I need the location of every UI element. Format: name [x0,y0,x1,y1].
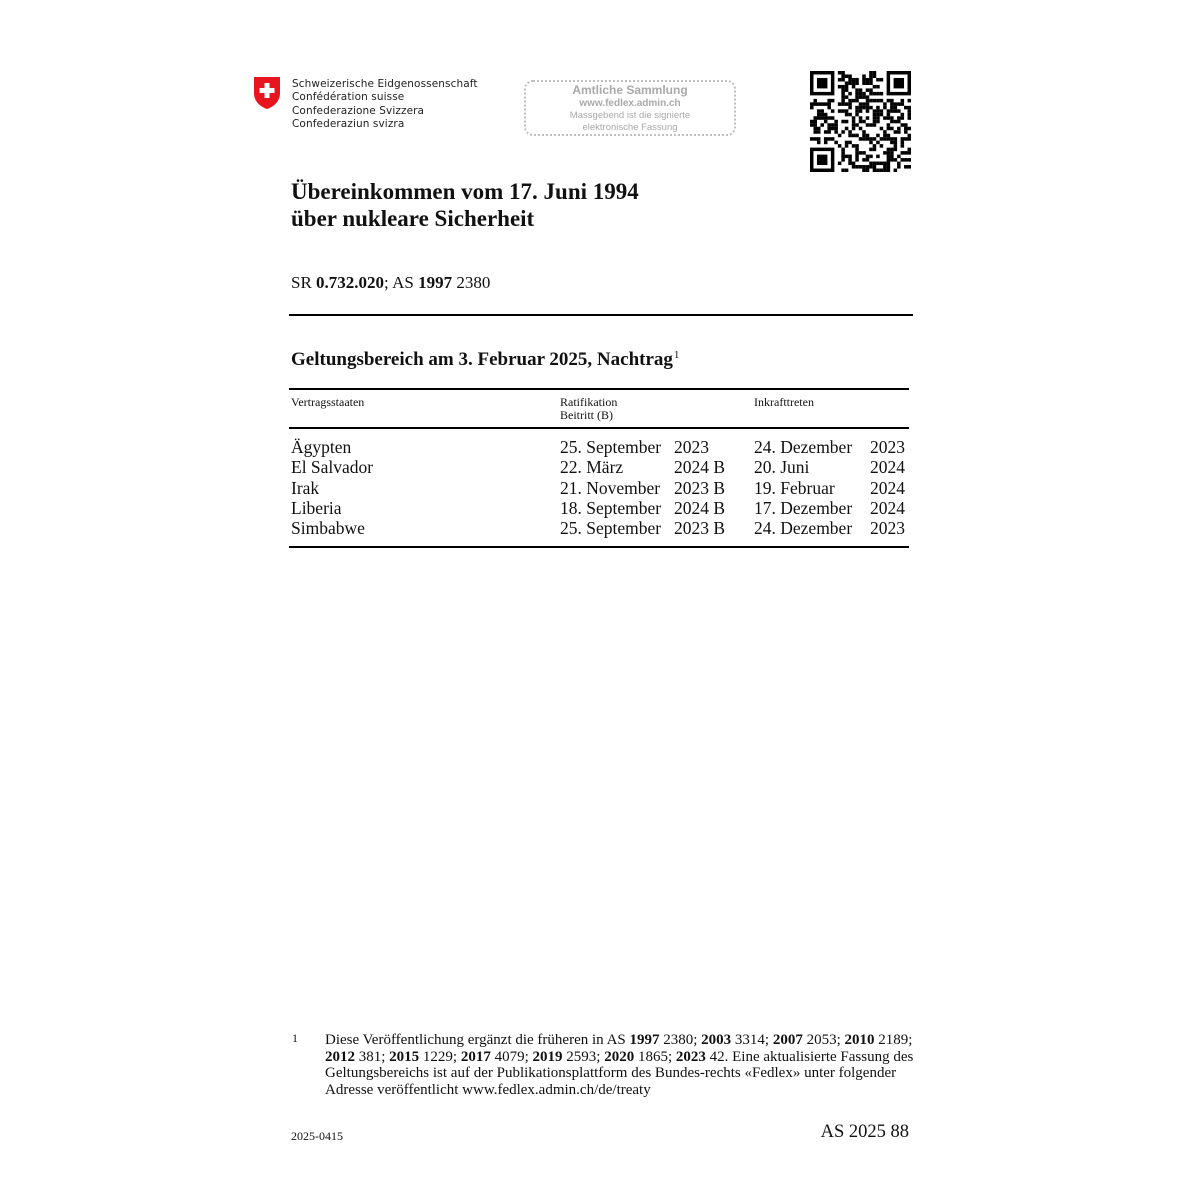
entry-date-cell: 17. Dezember [754,497,853,518]
header-ratification-line1: Ratifikation [560,395,618,409]
entry-date-cell: 19. Februar [754,477,835,498]
footnote-reference[interactable]: 1 [673,349,680,361]
qr-code-icon [810,71,911,172]
stamp-note-line1: Massgebend ist die signierte [569,110,691,121]
sr-prefix: SR [291,273,312,292]
header-ratification-line2: Beitritt (B) [560,408,613,422]
entry-date-column [754,437,852,538]
fn-year: 2019 [532,1048,563,1065]
confederation-name-it: Confederazione Svizzera [292,104,425,117]
entry-year-cell: 2024 [870,497,905,518]
state-cell: Simbabwe [291,518,365,539]
table-bottom-rule [289,546,909,548]
scope-heading [291,349,679,371]
fn-year: 2012 [325,1048,355,1065]
state-cell: Liberia [291,497,342,518]
confederation-name-rm: Confederaziun svizra [292,117,405,130]
ratification-date-cell: 18. September [560,497,662,518]
fn-year: 2015 [389,1048,420,1065]
footnote-text [325,1032,915,1098]
stamp-note-line2: elektronische Fassung [582,122,678,133]
official-collection-stamp [524,80,736,136]
document-title [291,178,639,232]
entry-year-cell: 2024 [870,457,905,478]
entry-year-column [858,437,905,538]
entry-year-cell: 2023 [870,437,905,457]
state-cell: El Salvador [291,457,374,478]
as-page: 2380 [456,273,491,292]
fn-text-part: 381; [355,1048,390,1065]
ratification-year-cell: 2024 B [674,497,726,518]
fn-year: 2017 [460,1048,491,1065]
as-prefix: AS [392,273,414,292]
header-entry-into-force: Inkrafttreten [754,395,814,409]
state-cell: Ägypten [291,437,352,457]
entry-date-cell: 20. Juni [754,457,810,478]
header-ratification [560,396,617,422]
fn-text-part: 3314; [731,1032,773,1048]
fn-text-part: 1865; [634,1048,676,1065]
confederation-names [292,78,478,131]
ratification-date-cell: 21. November [560,477,661,498]
fn-year: 1997 [629,1032,660,1048]
fn-text-part: 2053; [802,1032,845,1048]
fn-text-part: 42. Eine aktualisierte Fassung des Geltungsbereichs ist auf der Publikationsplattform des Bundes-rechts «Fedlex» unter folgender Adresse veröffentlicht www.fedlex.admin.ch/de/treaty [325,1048,914,1098]
fn-year: 2003 [701,1032,732,1048]
state-column [291,437,373,538]
title-line-2: über nukleare Sicherheit [291,206,535,231]
ratification-year-column [674,437,725,538]
document-number: 2025-0415 [291,1129,343,1143]
fn-year: 2010 [844,1032,875,1048]
fn-year: 2023 [675,1048,706,1065]
ratification-year-cell: 2023 B [674,477,726,498]
entry-date-cell: 24. Dezember [754,518,853,539]
fn-year: 2007 [772,1032,803,1048]
ratification-date-cell: 22. März [560,457,624,478]
fn-text-part: 4079; [490,1048,533,1065]
fn-text-part: 2593; [562,1048,605,1065]
stamp-url: www.fedlex.admin.ch [579,98,681,109]
ratification-year-cell: 2023 B [674,518,726,539]
sr-reference [291,273,490,293]
title-divider [289,314,913,316]
entry-year-cell: 2024 [870,477,905,498]
state-cell: Irak [291,477,320,498]
ratification-date-cell: 25. September [560,518,662,539]
confederation-name-de: Schweizerische Eidgenossenschaft [292,78,478,90]
fn-year: 2020 [604,1048,635,1065]
table-top-rule [289,388,909,390]
ratification-date-cell: 25. September [560,437,662,457]
ratification-year-cell: 2023 [674,437,709,457]
as-reference: AS 2025 88 [820,1122,909,1142]
table-header-rule [289,427,909,429]
scope-heading-text: Geltungsbereich am 3. Februar 2025, Nachtrag [291,349,673,370]
sr-number: 0.732.020 [316,273,385,292]
ratification-date-column [560,437,661,538]
swiss-coat-of-arms-icon [252,76,282,110]
entry-date-cell: 24. Dezember [754,437,853,457]
stamp-title: Amtliche Sammlung [572,83,688,97]
footnote-number: 1 [292,1031,298,1045]
header-states: Vertragsstaaten [291,395,365,409]
as-year: 1997 [418,273,453,292]
fn-text-part: 1229; [419,1048,461,1065]
ratification-year-cell: 2024 B [674,457,726,478]
entry-year-cell: 2023 [870,518,905,539]
fn-text-part: Diese Veröffentlichung ergänzt die früheren in AS [325,1032,630,1048]
fn-text-part: 2380; [659,1032,702,1048]
fn-text-part: 2189; [874,1032,913,1048]
confederation-name-fr: Confédération suisse [292,91,405,104]
sr-separator: ; [384,273,389,292]
title-line-1: Übereinkommen vom 17. Juni 1994 [291,179,639,204]
